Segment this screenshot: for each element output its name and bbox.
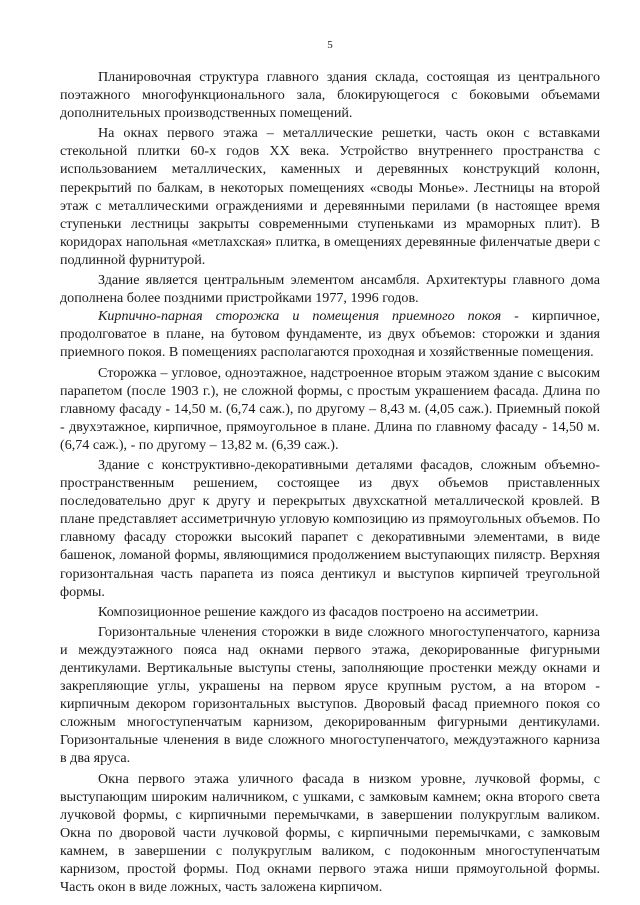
paragraph-layout-structure: Планировочная структура главного здания склада, состоящая из центрального поэтажного многофункционального зала, блокирующегося с боковыми объемами дополнительных производственных помещений. [60,69,600,122]
paragraph-windows: Окна первого этажа уличного фасада в низком уровне, лучковой формы, с выступающим широким наличником, с ушками, с замковым камнем; окна второго света лучковой формы, с кирпичными перемычками, в завершении полукруглым валиком. Окна по дворовой части лучковой формы, с кирпичными перемычками, с замковым камнем, в завершении с полукруглым валиком, с подоконным многоступенчатым карнизом, простой формы. Под окнами первого этажа ниши прямоугольной формы. Часть окон в виде ложных, часть заложена кирпичом. [60,770,600,896]
paragraph-gatehouse-section [60,307,600,361]
paragraph-composition: Композиционное решение каждого из фасадов построено на ассиметрии. [98,603,539,620]
paragraph-gatehouse-dimensions: Сторожка – угловое, одноэтажное, надстроенное вторым этажом здание с высоким парапетом (после 1903 г.), не сложной формы, с простым украшением фасада. Длина по главному фасаду - 14,50 м. (6,74 саж.), по другому – 8,43 м. (4,05 саж.). Приемный покой - двухэтажное, кирпичное, прямоугольное в плане. Длина по главному фасаду - 14,50 м. (6,74 саж.), - по другому – 13,82 м. (6,39 саж.). [60,364,600,453]
paragraph-horizontal-divisions: Горизонтальные членения сторожки в виде сложного многоступенчатого, карниза и междуэтажного пояса над окнами первого этажа, декорированные фигурными дентикулами. Вертикальные выступы стены, заполняющие простенки между окнами и закрепляющие углы, украшены на первом ярусе крупным рустом, а на втором - кирпичным декором горизонтальных выступов. Дворовый фасад приемного покоя со сложным многоступенчатым карнизом, декорированным фигурными дентикулами. Горизонтальные членения в виде сложного многоступенчатого, междуэтажного карниза в два яруса. [60,623,600,767]
section-heading: Кирпично-парная сторожка и помещения приемного покоя [98,308,502,325]
section-text: - кирпичное, продолговатое в плане, на бутовом фундаменте, из двух объемов: сторожки и здания приемного покоя. В помещениях располагаются проходная и хозяйственные помещения. [60,308,600,361]
page-number: 5 [327,39,333,51]
paragraph-windows-interior: На окнах первого этажа – металлические решетки, часть окон с вставками стекольной плитки 60-х годов ХХ века. Устройство внутреннего пространства с использованием металлических, каменных и деревянных конструкций колонн, перекрытий по балкам, в некоторых помещениях «своды Монье». Лестницы на второй этаж с металлическими ограждениями и деревянными перилами (в настоящее время ступеньки лестницы закрыты современными ступеньками из мраморных плит). В коридорах напольная «метлахская» плитка, в омещениях деревянные филенчатые двери с подлинной фурнитурой. [60,125,600,268]
paragraph-ensemble: Здание является центральным элементом ансамбля. Архитектуры главного дома дополнена более поздними пристройками 1977, 1996 годов. [60,272,600,307]
paragraph-facade-details: Здание с конструктивно-декоративными деталями фасадов, сложным объемно-пространственным решением, состоящее из двух объемов приставленных последовательно друг к другу и перекрытых двухскатной металлической кровлей. В плане представляет ассиметричную угловую композицию из прямоугольных объемов. По главному фасаду сторожки высокий парапет с декоративными элементами, в виде башенок, ломаной формы, являющимися продолжением выступающих пилястр. Верхняя горизонтальная часть парапета из пояса дентикул и выступов кирпичей треугольной формы. [60,456,600,600]
